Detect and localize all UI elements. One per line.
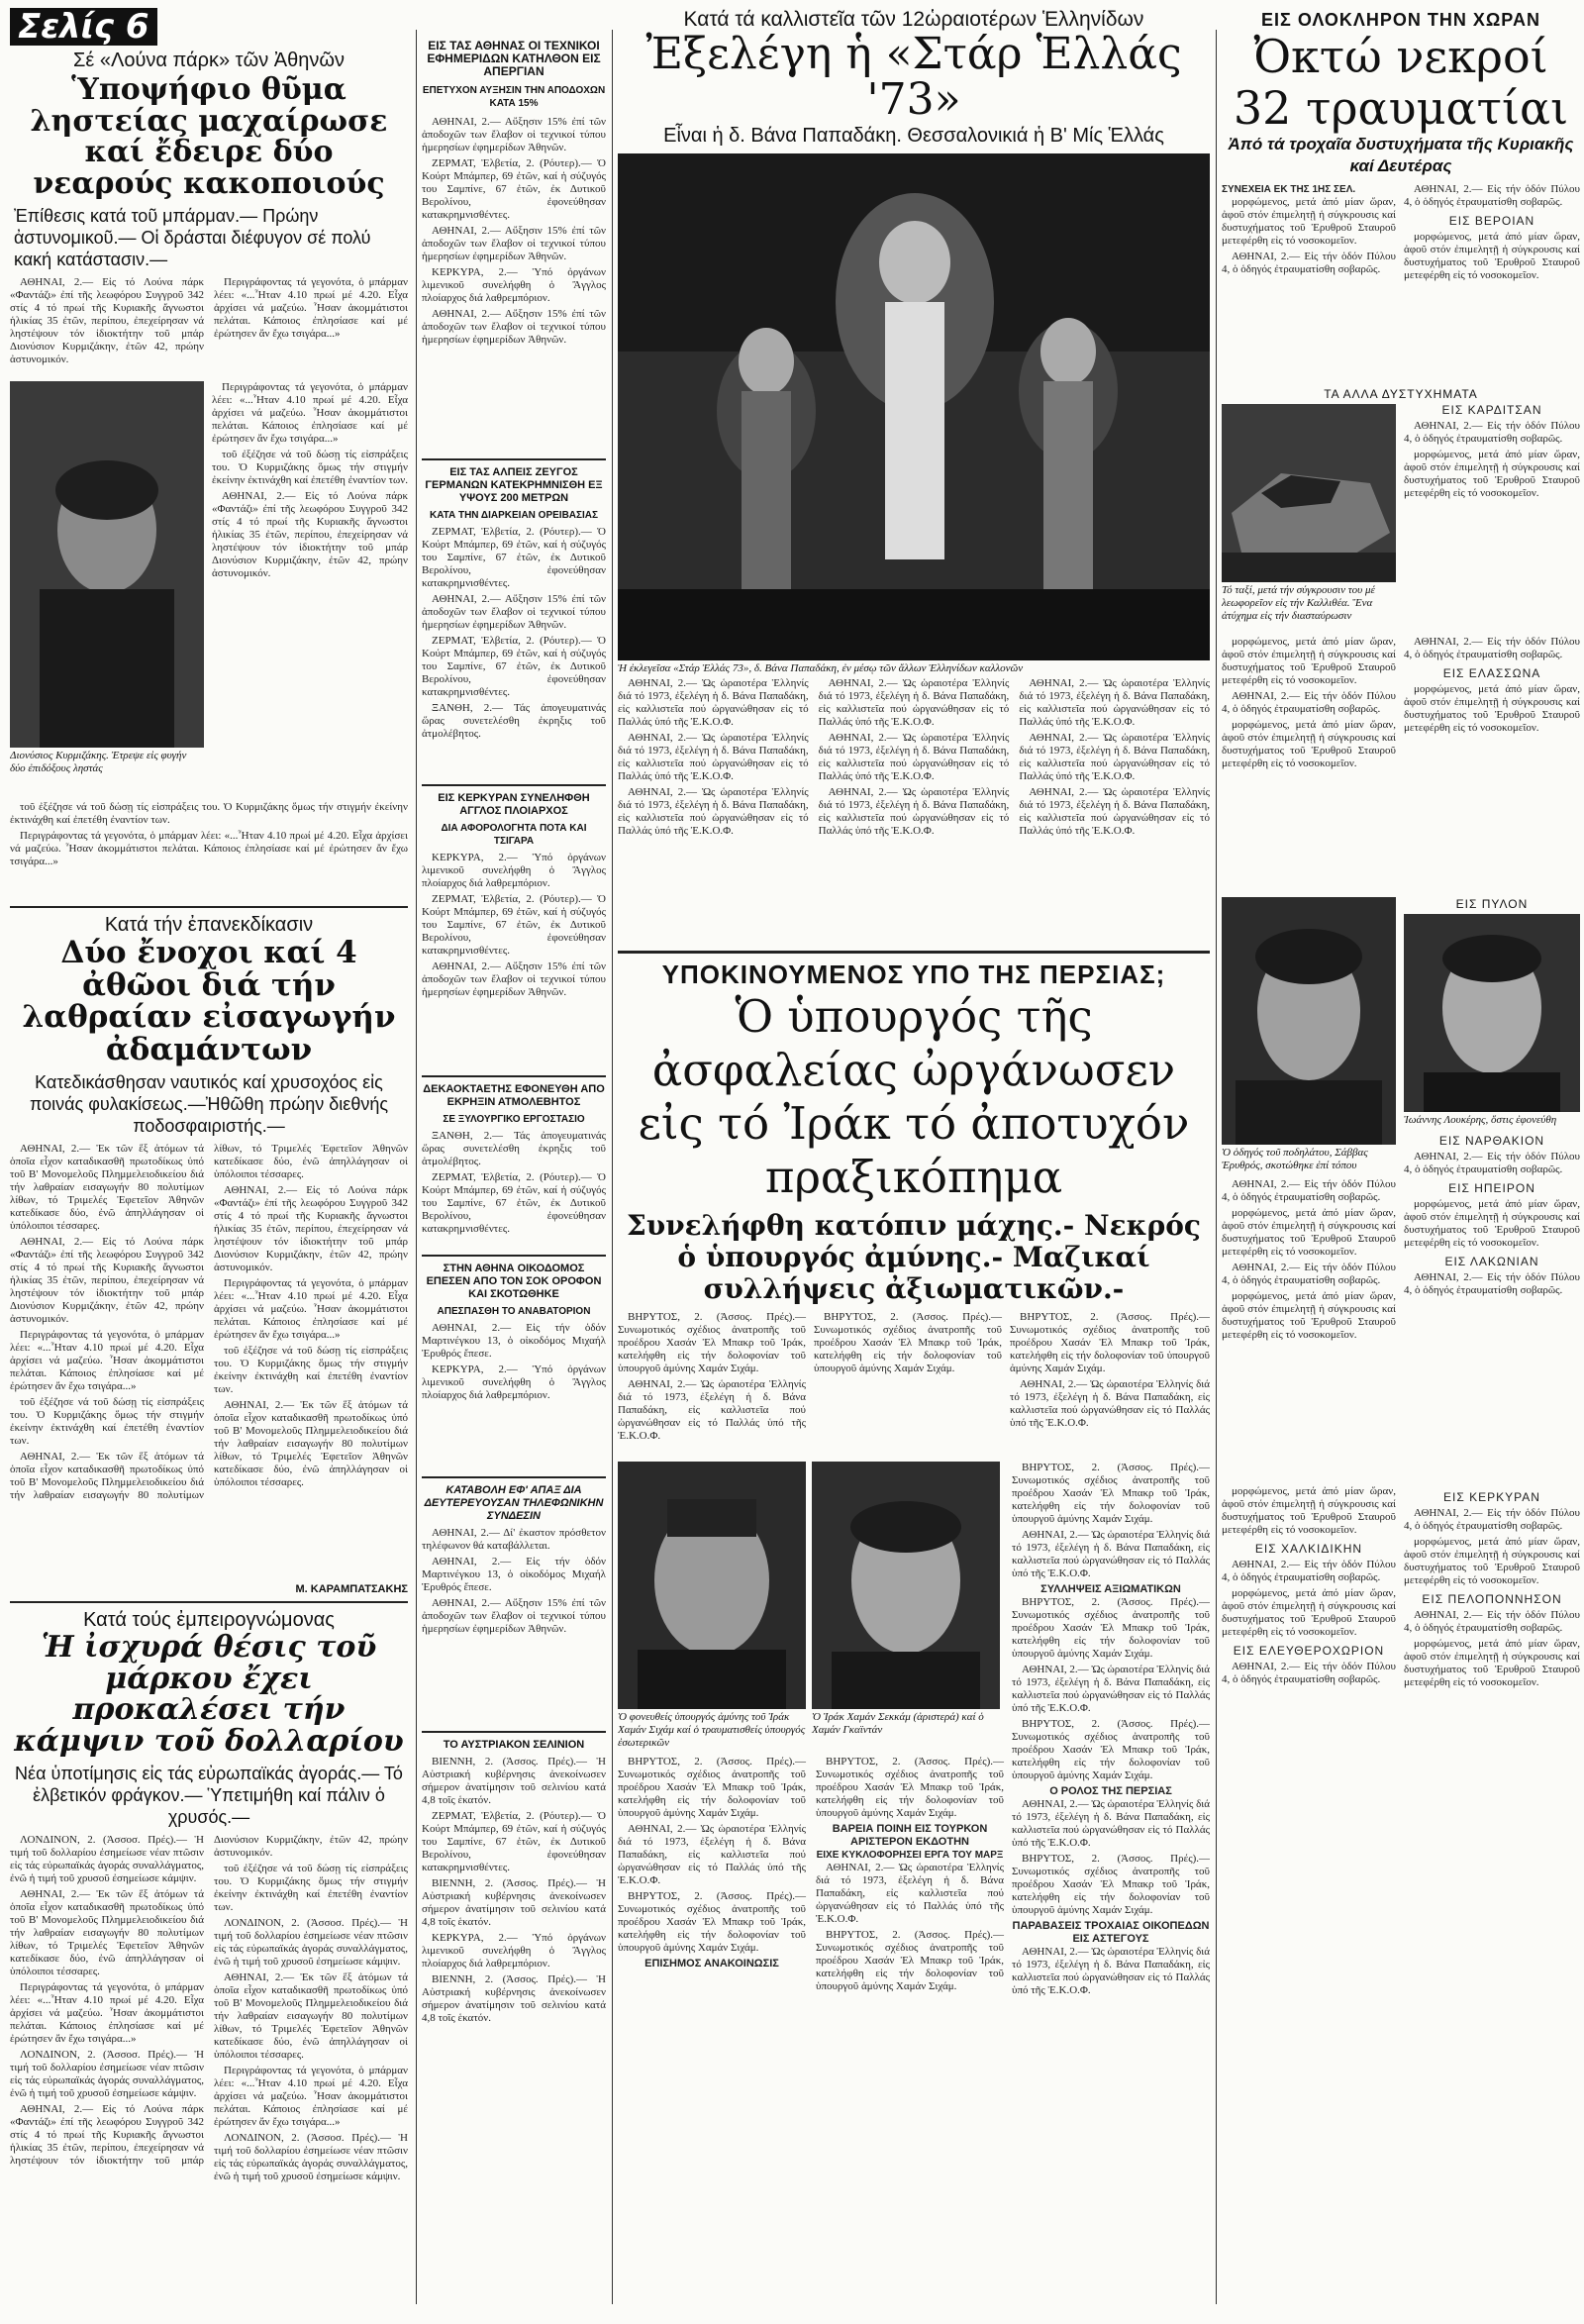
headline: Ἡ ἰσχυρά θέσις τοῦ μάρκου ἔχει προκαλέσει τήν κάμψιν τοῦ δολλαρίου — [14, 1630, 404, 1759]
column-divider — [416, 30, 417, 2304]
photo-caption: Ὁ Ἰράκ Χαμάν Σεκκάμ (ἀριστερά) καί ὁ Χαμάν Γκαϊντάν — [812, 1711, 984, 1737]
article-body: ΕΙΣ ΚΑΡΔΙΤΣΑΝ ΑΘΗΝΑΙ, 2.— Εἰς τήν ὁδόν Πύλου 4, ὁ ὁδηγός ἐτραυματίσθη σοβαρῶς. μορφώμενος, μετά ἀπό μίαν ὥραν, ἀφοῦ στόν ἐπιμελητῇ ἡ σύγκρουσις καί δυστυχήματος τοῦ Ἐρυθροῦ Σταυροῦ μετεφέρθη εἰς τό νοσοκομεῖον. — [1404, 403, 1580, 499]
article-body: Περιγράφοντας τά γεγονότα, ὁ μπάρμαν λέει: «...Ἦταν 4.10 πρωί μέ 4.20. Εἶχα ἀρχίσει νά μαζεύω. Ἦσαν ἀκομμάτιστοι πελάται. Κάποιος ἐπλησίασε καί μέ ἐρώτησεν ἄν ἔχω τσιγάρα...» τοῦ ἐξέζησε νά τοῦ δώσῃ τίς εἰσπράξεις του. Ὁ Κυρμιζάκης ὅμως τήν στιγμήν ἐκείνην ἐκτινάχθη καί ἐπετέθη ἐναντίον των. ΑΘΗΝΑΙ, 2.— Εἰς τό Λούνα πάρκ «Φαντάζι» ἐπί τῆς λεωφόρου Συγγροῦ 342 στίς 4 τό πρωί τῆς Κυριακῆς ἄγνωστοι ἡλικίας 35 ἐτῶν, περίπου, ἐπεχείρησαν νά ληστέψουν τόν ἰδιοκτήτην τοῦ μπάρ Διονύσιον Κυρμιζάκην, ἐτῶν 42, πρώην ἀστυνομικόν. — [212, 381, 408, 579]
photo-pageant — [618, 153, 1210, 660]
section-head: ΣΤΗΝ ΑΘΗΝΑ ΟΙΚΟΔΟΜΟΣ ΕΠΕΣΕΝ ΑΠΟ ΤΟΝ ΣΟΚ ΟΡΟΦΟΝ ΚΑΙ ΣΚΟΤΩΘΗΚΕ — [426, 1263, 602, 1300]
article-body: ΒΗΡΥΤΟΣ, 2. (Ἀσσος. Πρές).— Συνωμοτικός σχέδιος ἀνατροπῆς τοῦ προέδρου Χασάν Ἐλ Μπακρ τοῦ Ἰράκ, κατελήφθη εἰς τήν δολοφονίαν τοῦ ὑπουργοῦ ἀμύνης Χαμάν Σιχάμ. ΑΘΗΝΑΙ, 2.— Ὡς ὡραιοτέρα Ἑλληνίς διά τό 1973, ἐξελέγη ἡ δ. Βάνα Παπαδάκη, εἰς καλλιστεῖα πού ὠργανώθησαν εἰς τό Παλλάς ὑπό τῆς Ἐ.Κ.Ο.Φ. — [1010, 1311, 1210, 1430]
headline: Δύο ἔνοχοι καί 4 ἀθῶοι διά τήν λαθραίαν εἰσαγωγήν ἀδαμάντων — [22, 935, 396, 1067]
article-body: ΕΙΣ ΚΕΡΚΥΡΑΝ ΑΘΗΝΑΙ, 2.— Εἰς τήν ὁδόν Πύλου 4, ὁ ὁδηγός ἐτραυματίσθη σοβαρῶς. μορφώμενος, μετά ἀπό μίαν ὥραν, ἀφοῦ στόν ἐπιμελητῇ ἡ σύγκρουσις καί δυστυχήματος τοῦ Ἐρυθροῦ Σταυροῦ μετεφέρθη εἰς τό νοσοκομεῖον. ΕΙΣ ΠΕΛΟΠΟΝΝΗΣΟΝ ΑΘΗΝΑΙ, 2.— Εἰς τήν ὁδόν Πύλου 4, ὁ ὁδηγός ἐτραυματίσθη σοβαρῶς. μορφώμενος, μετά ἀπό μίαν ὥραν, ἀφοῦ στόν ἐπιμελητῇ ἡ σύγκρουσις καί δυστυχήματος τοῦ Ἐρυθροῦ Σταυροῦ μετεφέρθη εἰς τό νοσοκομεῖον. — [1404, 1490, 1580, 1688]
photo-bartender — [10, 381, 204, 748]
left-column — [10, 0, 408, 2324]
column-divider — [612, 30, 613, 2304]
kicker: ΕΙΣ ΟΛΟΚΛΗΡΟΝ ΤΗΝ ΧΩΡΑΝ — [1261, 10, 1540, 30]
section-head: ΕΙΣ ΤΑΣ ΑΘΗΝΑΣ ΟΙ ΤΕΧΝΙΚΟΙ ΕΦΗΜΕΡΙΔΩΝ ΚΑΤΗΛΘΟΝ ΕΙΣ ΑΠΕΡΓΙΑΝ — [427, 39, 601, 78]
divider — [422, 1075, 606, 1077]
article-body: ΑΘΗΝΑΙ, 2.— Εἰς τό Λούνα πάρκ «Φαντάζι» ἐπί τῆς λεωφόρου Συγγροῦ 342 στίς 4 τό πρωί τῆς Κυριακῆς ἄγνωστοι ἡλικίας 35 ἐτῶν, περίπου, ἐπεχείρησαν νά ληστέψουν τόν ἰδιοκτήτην τοῦ μπάρ Διονύσιον Κυρμιζάκην, ἐτῶν 42, πρώην ἀστυνομικόν. Περιγράφοντας τά γεγονότα, ὁ μπάρμαν λέει: «...Ἦταν 4.10 πρωί μέ 4.20. Εἶχα ἀρχίσει νά μαζεύω. Ἦσαν ἀκομμάτιστοι πελάται. Κάποιος ἐπλησίασε καί μέ ἐρώτησεν ἄν ἔχω τσιγάρα...» — [10, 276, 408, 365]
portrait-figure — [618, 1462, 806, 1709]
article-body: ΒΙΕΝΝΗ, 2. (Ἀσσος. Πρές).— Ἡ Αὐστριακή κυβέρνησις ἀνεκοίνωσεν σήμερον ἀνατίμησιν τοῦ σελινίου κατά 4,8 τοῖς ἑκατόν. ΖΕΡΜΑΤ, Ἐλβετία, 2. (Ρόυτερ).— Ὁ Κούρτ Μπάμπερ, 69 ἐτῶν, καί ἡ σύζυγός του Σαμπίνε, 67 ἐτῶν, ἐκ Δυτικοῦ Βερολίνου, ἐφονεύθησαν κατακρημνισθέντες. ΒΙΕΝΝΗ, 2. (Ἀσσος. Πρές).— Ἡ Αὐστριακή κυβέρνησις ἀνεκοίνωσεν σήμερον ἀνατίμησιν τοῦ σελινίου κατά 4,8 τοῖς ἑκατόν. ΚΕΡΚΥΡΑ, 2.— Ὑπό ὀργάνων λιμενικοῦ συνελήφθη ὁ Ἄγγλος πλοίαρχος διά λαθρεμπόριον. ΒΙΕΝΝΗ, 2. (Ἀσσος. Πρές).— Ἡ Αὐστριακή κυβέρνησις ἀνεκοίνωσεν σήμερον ἀνατίμησιν τοῦ σελινίου κατά 4,8 τοῖς ἑκατόν. — [422, 1756, 606, 2024]
divider — [422, 1476, 606, 1478]
photo-caption: Ἡ ἐκλεγεῖσα «Στάρ Ἑλλάς 73», δ. Βάνα Παπαδάκη, ἐν μέσῳ τῶν ἄλλων Ἑλληνίδων καλλονῶν — [618, 662, 1024, 675]
divider — [422, 1255, 606, 1257]
section-head: ΕΙΣ ΤΑΣ ΑΛΠΕΙΣ ΖΕΥΓΟΣ ΓΕΡΜΑΝΩΝ ΚΑΤΕΚΡΗΜΝΙΣΘΗ ΕΞ ΥΨΟΥΣ 200 ΜΕΤΡΩΝ — [425, 466, 603, 504]
article-body: τοῦ ἐξέζησε νά τοῦ δώσῃ τίς εἰσπράξεις του. Ὁ Κυρμιζάκης ὅμως τήν στιγμήν ἐκείνην ἐκτινάχθη καί ἐπετέθη ἐναντίον των. Περιγράφοντας τά γεγονότα, ὁ μπάρμαν λέει: «...Ἦταν 4.10 πρωί μέ 4.20. Εἶχα ἀρχίσει νά μαζεύω. Ἦσαν ἀκομμάτιστοι πελάται. Κάποιος ἐπλησίασε καί μέ ἐρώτησεν ἄν ἔχω τσιγάρα...» — [10, 801, 408, 867]
section-head: ΤΟ ΑΥΣΤΡΙΑΚΟΝ ΣΕΛΙΝΙΟΝ — [443, 1739, 585, 1751]
pageant-photo-graphic — [618, 153, 1210, 660]
section-head: ΤΑ ΑΛΛΑ ΔΥΣΤΥΧΗΜΑΤΑ — [1324, 387, 1478, 401]
section-subhead: ΔΙΑ ΑΦΟΡΟΛΟΓΗΤΑ ΠΟΤΑ ΚΑΙ ΤΣΙΓΑΡΑ — [441, 823, 587, 847]
article-body: ΒΗΡΥΤΟΣ, 2. (Ἀσσος. Πρές).— Συνωμοτικός σχέδιος ἀνατροπῆς τοῦ προέδρου Χασάν Ἐλ Μπακρ τοῦ Ἰράκ, κατελήφθη εἰς τήν δολοφονίαν τοῦ ὑπουργοῦ ἀμύνης Χαμάν Σιχάμ. — [814, 1311, 1002, 1375]
article-body: ΑΘΗΝΑΙ, 2.— Ὡς ὡραιοτέρα Ἑλληνίς διά τό 1973, ἐξελέγη ἡ δ. Βάνα Παπαδάκη, εἰς καλλιστεῖα πού ὠργανώθησαν εἰς τό Παλλάς ὑπό τῆς Ἐ.Κ.Ο.Φ. ΑΘΗΝΑΙ, 2.— Ὡς ὡραιοτέρα Ἑλληνίς διά τό 1973, ἐξελέγη ἡ δ. Βάνα Παπαδάκη, εἰς καλλιστεῖα πού ὠργανώθησαν εἰς τό Παλλάς ὑπό τῆς Ἐ.Κ.Ο.Φ. ΑΘΗΝΑΙ, 2.— Ὡς ὡραιοτέρα Ἑλληνίς διά τό 1973, ἐξελέγη ἡ δ. Βάνα Παπαδάκη, εἰς καλλιστεῖα πού ὠργανώθησαν εἰς τό Παλλάς ὑπό τῆς Ἐ.Κ.Ο.Φ. ΑΘΗΝΑΙ, 2.— Ὡς ὡραιοτέρα Ἑλληνίς διά τό 1973, ἐξελέγη ἡ δ. Βάνα Παπαδάκη, εἰς καλλιστεῖα πού ὠργανώθησαν εἰς τό Παλλάς ὑπό τῆς Ἐ.Κ.Ο.Φ. ΑΘΗΝΑΙ, 2.— Ὡς ὡραιοτέρα Ἑλληνίς διά τό 1973, ἐξελέγη ἡ δ. Βάνα Παπαδάκη, εἰς καλλιστεῖα πού ὠργανώθησαν εἰς τό Παλλάς ὑπό τῆς Ἐ.Κ.Ο.Φ. ΑΘΗΝΑΙ, 2.— Ὡς ὡραιοτέρα Ἑλληνίς διά τό 1973, ἐξελέγη ἡ δ. Βάνα Παπαδάκη, εἰς καλλιστεῖα πού ὠργανώθησαν εἰς τό Παλλάς ὑπό τῆς Ἐ.Κ.Ο.Φ. ΑΘΗΝΑΙ, 2.— Ὡς ὡραιοτέρα Ἑλληνίς διά τό 1973, ἐξελέγη ἡ δ. Βάνα Παπαδάκη, εἰς καλλιστεῖα πού ὠργανώθησαν εἰς τό Παλλάς ὑπό τῆς Ἐ.Κ.Ο.Φ. ΑΘΗΝΑΙ, 2.— Ὡς ὡραιοτέρα Ἑλληνίς διά τό 1973, ἐξελέγη ἡ δ. Βάνα Παπαδάκη, εἰς καλλιστεῖα πού ὠργανώθησαν εἰς τό Παλλάς ὑπό τῆς Ἐ.Κ.Ο.Φ. ΑΘΗΝΑΙ, 2.— Ὡς ὡραιοτέρα Ἑλληνίς διά τό 1973, ἐξελέγη ἡ δ. Βάνα Παπαδάκη, εἰς καλλιστεῖα πού ὠργανώθησαν εἰς τό Παλλάς ὑπό τῆς Ἐ.Κ.Ο.Φ. — [618, 677, 1210, 838]
article-body: ΒΗΡΥΤΟΣ, 2. (Ἀσσος. Πρές).— Συνωμοτικός σχέδιος ἀνατροπῆς τοῦ προέδρου Χασάν Ἐλ Μπακρ τοῦ Ἰράκ, κατελήφθη εἰς τήν δολοφονίαν τοῦ ὑπουργοῦ ἀμύνης Χαμάν Σιχάμ. ΑΘΗΝΑΙ, 2.— Ὡς ὡραιοτέρα Ἑλληνίς διά τό 1973, ἐξελέγη ἡ δ. Βάνα Παπαδάκη, εἰς καλλιστεῖα πού ὠργανώθησαν εἰς τό Παλλάς ὑπό τῆς Ἐ.Κ.Ο.Φ. ΒΗΡΥΤΟΣ, 2. (Ἀσσος. Πρές).— Συνωμοτικός σχέδιος ἀνατροπῆς τοῦ προέδρου Χασάν Ἐλ Μπακρ τοῦ Ἰράκ, κατελήφθη εἰς τήν δολοφονίαν τοῦ ὑπουργοῦ ἀμύνης Χαμάν Σιχάμ. ΕΠΙΣΗΜΟΣ ΑΝΑΚΟΙΝΩΣΙΣ ΒΗΡΥΤΟΣ, 2. (Ἀσσος. Πρές).— Συνωμοτικός σχέδιος ἀνατροπῆς τοῦ προέδρου Χασάν Ἐλ Μπακρ τοῦ Ἰράκ, κατελήφθη εἰς τήν δολοφονίαν τοῦ ὑπουργοῦ ἀμύνης Χαμάν Σιχάμ. ΒΑΡΕΙΑ ΠΟΙΝΗ ΕΙΣ ΤΟΥΡΚΟΝ ΑΡΙΣΤΕΡΟΝ ΕΚΔΟΤΗΝ ΕΙΧΕ ΚΥΚΛΟΦΟΡΗΣΕΙ ΕΡΓΑ ΤΟΥ ΜΑΡΞ ΑΘΗΝΑΙ, 2.— Ὡς ὡραιοτέρα Ἑλληνίς διά τό 1973, ἐξελέγη ἡ δ. Βάνα Παπαδάκη, εἰς καλλιστεῖα πού ὠργανώθησαν εἰς τό Παλλάς ὑπό τῆς Ἐ.Κ.Ο.Φ. ΒΗΡΥΤΟΣ, 2. (Ἀσσος. Πρές).— Συνωμοτικός σχέδιος ἀνατροπῆς τοῦ προέδρου Χασάν Ἐλ Μπακρ τοῦ Ἰράκ, κατελήφθη εἰς τήν δολοφονίαν τοῦ ὑπουργοῦ ἀμύνης Χαμάν Σιχάμ. — [618, 1756, 1004, 1993]
kicker: Κατά τά καλλιστεῖα τῶν 12ὡραιοτέρων Ἑλληνίδων — [683, 8, 1144, 31]
article-body: ΚΕΡΚΥΡΑ, 2.— Ὑπό ὀργάνων λιμενικοῦ συνελήφθη ὁ Ἄγγλος πλοίαρχος διά λαθρεμπόριον. ΖΕΡΜΑΤ, Ἐλβετία, 2. (Ρόυτερ).— Ὁ Κούρτ Μπάμπερ, 69 ἐτῶν, καί ἡ σύζυγός του Σαμπίνε, 67 ἐτῶν, ἐκ Δυτικοῦ Βερολίνου, ἐφονεύθησαν κατακρημνισθέντες. ΑΘΗΝΑΙ, 2.— Αὔξησιν 15% ἐπί τῶν ἀποδοχῶν των ἔλαβον οἱ τεχνικοί τύπου ἡμερησίων ἐφημερίδων Ἀθηνῶν. — [422, 852, 606, 998]
narrow-column — [422, 0, 606, 2324]
article-body: ΑΘΗΝΑΙ, 2.— Δί' ἐκαστον πρόσθετον τηλέφωνον θά καταβάλλεται. ΑΘΗΝΑΙ, 2.— Εἰς τήν ὁδόν Μαρτινέγκου 13, ὁ οἰκοδόμος Μιχαήλ Ἐρυθρός ἔπεσε. ΑΘΗΝΑΙ, 2.— Αὔξησιν 15% ἐπί τῶν ἀποδοχῶν των ἔλαβον οἱ τεχνικοί τύπου ἡμερησίων ἐφημερίδων Ἀθηνῶν. — [422, 1527, 606, 1635]
article-body: ΖΕΡΜΑΤ, Ἐλβετία, 2. (Ρόυτερ).— Ὁ Κούρτ Μπάμπερ, 69 ἐτῶν, καί ἡ σύζυγός του Σαμπίνε, 67 ἐτῶν, ἐκ Δυτικοῦ Βερολίνου, ἐφονεύθησαν κατακρημνισθέντες. ΑΘΗΝΑΙ, 2.— Αὔξησιν 15% ἐπί τῶν ἀποδοχῶν των ἔλαβον οἱ τεχνικοί τύπου ἡμερησίων ἐφημερίδων Ἀθηνῶν. ΖΕΡΜΑΤ, Ἐλβετία, 2. (Ρόυτερ).— Ὁ Κούρτ Μπάμπερ, 69 ἐτῶν, καί ἡ σύζυγός του Σαμπίνε, 67 ἐτῶν, ἐκ Δυτικοῦ Βερολίνου, ἐφονεύθησαν κατακρημνισθέντες. ΞΑΝΘΗ, 2.— Τάς ἀπογευματινάς ὥρας συνετελέσθη ἐκρηξις τοῦ ἀτμολέβητος. — [422, 526, 606, 740]
photo-caption: Ὁ ὁδηγός τοῦ ποδηλάτου, Σάββας Ἐρυθρός, σκοτώθηκε ἐπί τόπου — [1222, 1147, 1368, 1171]
headline: Ὀκτώ νεκροί 32 τραυματίαι — [1233, 30, 1569, 135]
article-body: ΕΙΣ ΝΑΡΘΑΚΙΟΝ ΑΘΗΝΑΙ, 2.— Εἰς τήν ὁδόν Πύλου 4, ὁ ὁδηγός ἐτραυματίσθη σοβαρῶς. ΕΙΣ ΗΠΕΙΡΟΝ μορφώμενος, μετά ἀπό μίαν ὥραν, ἀφοῦ στόν ἐπιμελητῇ ἡ σύγκρουσις καί δυστυχήματος τοῦ Ἐρυθροῦ Σταυροῦ μετεφέρθη εἰς τό νοσοκομεῖον. ΕΙΣ ΛΑΚΩΝΙΑΝ ΑΘΗΝΑΙ, 2.— Εἰς τήν ὁδόν Πύλου 4, ὁ ὁδηγός ἐτραυματίσθη σοβαρῶς. — [1404, 1134, 1580, 1296]
photo-caption: Τό ταξί, μετά τήν σύγκρουσιν του μέ λεωφορεῖον εἰς τήν Καλλιθέα. Ἕνα ἀτύχημα εἰς τήν διασταύρωσιν — [1222, 584, 1375, 622]
headline: Ὁ ὑπουργός τῆς ἀσφαλείας ὠργάνωσεν εἰς τό Ἰράκ τό ἀποτυχόν πραξικόπημα — [638, 990, 1190, 1204]
portrait-figure — [10, 381, 204, 748]
headline: Ἐξελέγη ἡ «Στάρ Ἑλλάς '73» — [645, 29, 1182, 126]
photo-caption: Ὁ φονευθείς ὑπουργός ἀμύνης τοῦ Ἰράκ Χαμάν Σιχάμ καί ὁ τραυματισθείς ὑπουργός ἐσωτερικῶν — [618, 1711, 806, 1750]
kicker: Σέ «Λούνα πάρκ» τῶν Ἀθηνῶν — [73, 50, 345, 71]
divider — [422, 784, 606, 786]
article-body: ΑΘΗΝΑΙ, 2.— Εἰς τήν ὁδόν Μαρτινέγκου 13, ὁ οἰκοδόμος Μιχαήλ Ἐρυθρός ἔπεσε. ΚΕΡΚΥΡΑ, 2.— Ὑπό ὀργάνων λιμενικοῦ συνελήφθη ὁ Ἄγγλος πλοίαρχος διά λαθρεμπόριον. — [422, 1322, 606, 1401]
deck: Νέα ὑποτίμησις εἰς τάς εὐρωπαϊκάς ἀγοράς.— Τό ἐλβετικόν φράγκον.— Ὑπετιμήθη καί πάλιν ὁ χρυσός.— — [15, 1764, 403, 1828]
portrait-figure — [1404, 914, 1580, 1112]
photo-caption: Διονύσιος Κυρμιζάκης. Ἐτρεψε εἰς φυγήν δύο ἐπιδόξους ληστάς — [10, 750, 187, 774]
deck: Συνελήφθη κατόπιν μάχης.- Νεκρός ὁ ὑπουργός ἀμύνης.- Μαζικαί συλλήψεις ἀξιωματικῶν.- — [627, 1209, 1201, 1306]
section-head: ΚΑΤΑΒΟΛΗ ΕΦ' ΑΠΑΞ ΔΙΑ ΔΕΥΤΕΡΕΥΟΥΣΑΝ ΤΗΛΕΦΩΝΙΚΗΝ ΣΥΝΔΕΣΙΝ — [424, 1484, 604, 1522]
section-head: ΕΙΣ ΠΥΛΟΝ — [1455, 897, 1529, 911]
photo-victim — [1404, 914, 1580, 1112]
portrait-figure — [812, 1462, 1000, 1709]
article-body: ΑΘΗΝΑΙ, 2.— Εἰς τήν ὁδόν Πύλου 4, ὁ ὁδηγός ἐτραυματίσθη σοβαρῶς. μορφώμενος, μετά ἀπό μίαν ὥραν, ἀφοῦ στόν ἐπιμελητῇ ἡ σύγκρουσις καί δυστυχήματος τοῦ Ἐρυθροῦ Σταυροῦ μετεφέρθη εἰς τό νοσοκομεῖον. ΑΘΗΝΑΙ, 2.— Εἰς τήν ὁδόν Πύλου 4, ὁ ὁδηγός ἐτραυματίσθη σοβαρῶς. μορφώμενος, μετά ἀπό μίαν ὥραν, ἀφοῦ στόν ἐπιμελητῇ ἡ σύγκρουσις καί δυστυχήματος τοῦ Ἐρυθροῦ Σταυροῦ μετεφέρθη εἰς τό νοσοκομεῖον. — [1222, 1178, 1396, 1341]
photo-minister-interior — [812, 1462, 1000, 1709]
kicker: Κατά τήν ἐπανεκδίκασιν — [104, 914, 314, 936]
divider — [422, 1731, 606, 1733]
article-body: ΑΘΗΝΑΙ, 2.— Ἐκ τῶν ἕξ ἀτόμων τά ὁποῖα εἶχον καταδικασθῆ πρωτοδίκως ὑπό τοῦ Β' Μονομελοῦς Πλημμελειοδικείου διά τήν λαθραίαν εισαγωγήν 80 πολυτίμων λίθων, τό Τριμελές Ἐφετεῖον Ἀθηνῶν κατεδίκασε δύο, ἐνῶ ἀπηλλάγησαν οἱ ὑπόλοιποι τέσσαρες. ΑΘΗΝΑΙ, 2.— Εἰς τό Λούνα πάρκ «Φαντάζι» ἐπί τῆς λεωφόρου Συγγροῦ 342 στίς 4 τό πρωί τῆς Κυριακῆς ἄγνωστοι ἡλικίας 35 ἐτῶν, περίπου, ἐπεχείρησαν νά ληστέψουν τόν ἰδιοκτήτην τοῦ μπάρ Διονύσιον Κυρμιζάκην, ἐτῶν 42, πρώην ἀστυνομικόν. Περιγράφοντας τά γεγονότα, ὁ μπάρμαν λέει: «...Ἦταν 4.10 πρωί μέ 4.20. Εἶχα ἀρχίσει νά μαζεύω. Ἦσαν ἀκομμάτιστοι πελάται. Κάποιος ἐπλησίασε καί μέ ἐρώτησεν ἄν ἔχω τσιγάρα...» τοῦ ἐξέζησε νά τοῦ δώσῃ τίς εἰσπράξεις του. Ὁ Κυρμιζάκης ὅμως τήν στιγμήν ἐκείνην ἐκτινάχθη καί ἐπετέθη ἐναντίον των. ΑΘΗΝΑΙ, 2.— Ἐκ τῶν ἕξ ἀτόμων τά ὁποῖα εἶχον καταδικασθῆ πρωτοδίκως ὑπό τοῦ Β' Μονομελοῦς Πλημμελειοδικείου διά τήν λαθραίαν εισαγωγήν 80 πολυτίμων λίθων, τό Τριμελές Ἐφετεῖον Ἀθηνῶν κατεδίκασε δύο, ἐνῶ ἀπηλλάγησαν οἱ ὑπόλοιποι τέσσαρες. ΑΘΗΝΑΙ, 2.— Εἰς τό Λούνα πάρκ «Φαντάζι» ἐπί τῆς λεωφόρου Συγγροῦ 342 στίς 4 τό πρωί τῆς Κυριακῆς ἄγνωστοι ἡλικίας 35 ἐτῶν, περίπου, ἐπεχείρησαν νά ληστέψουν τόν ἰδιοκτήτην τοῦ μπάρ Διονύσιον Κυρμιζάκην, ἐτῶν 42, πρώην ἀστυνομικόν. Περιγράφοντας τά γεγονότα, ὁ μπάρμαν λέει: «...Ἦταν 4.10 πρωί μέ 4.20. Εἶχα ἀρχίσει νά μαζεύω. Ἦσαν ἀκομμάτιστοι πελάται. Κάποιος ἐπλησίασε καί μέ ἐρώτησεν ἄν ἔχω τσιγάρα...» τοῦ ἐξέζησε νά τοῦ δώσῃ τίς εἰσπράξεις του. Ὁ Κυρμιζάκης ὅμως τήν στιγμήν ἐκείνην ἐκτινάχθη καί ἐπετέθη ἐναντίον των. ΑΘΗΝΑΙ, 2.— Ἐκ τῶν ἕξ ἀτόμων τά ὁποῖα εἶχον καταδικασθῆ πρωτοδίκως ὑπό τοῦ Β' Μονομελοῦς Πλημμελειοδικείου διά τήν λαθραίαν εισαγωγήν 80 πολυτίμων λίθων, τό Τριμελές Ἐφετεῖον Ἀθηνῶν κατεδίκασε δύο, ἐνῶ ἀπηλλάγησαν οἱ ὑπόλοιποι τέσσαρες. — [10, 1143, 408, 1502]
article-body: ΒΗΡΥΤΟΣ, 2. (Ἀσσος. Πρές).— Συνωμοτικός σχέδιος ἀνατροπῆς τοῦ προέδρου Χασάν Ἐλ Μπακρ τοῦ Ἰράκ, κατελήφθη εἰς τήν δολοφονίαν τοῦ ὑπουργοῦ ἀμύνης Χαμάν Σιχάμ. ΑΘΗΝΑΙ, 2.— Ὡς ὡραιοτέρα Ἑλληνίς διά τό 1973, ἐξελέγη ἡ δ. Βάνα Παπαδάκη, εἰς καλλιστεῖα πού ὠργανώθησαν εἰς τό Παλλάς ὑπό τῆς Ἐ.Κ.Ο.Φ. ΣΥΛΛΗΨΕΙΣ ΑΞΙΩΜΑΤΙΚΩΝ ΒΗΡΥΤΟΣ, 2. (Ἀσσος. Πρές).— Συνωμοτικός σχέδιος ἀνατροπῆς τοῦ προέδρου Χασάν Ἐλ Μπακρ τοῦ Ἰράκ, κατελήφθη εἰς τήν δολοφονίαν τοῦ ὑπουργοῦ ἀμύνης Χαμάν Σιχάμ. ΑΘΗΝΑΙ, 2.— Ὡς ὡραιοτέρα Ἑλληνίς διά τό 1973, ἐξελέγη ἡ δ. Βάνα Παπαδάκη, εἰς καλλιστεῖα πού ὠργανώθησαν εἰς τό Παλλάς ὑπό τῆς Ἐ.Κ.Ο.Φ. ΒΗΡΥΤΟΣ, 2. (Ἀσσος. Πρές).— Συνωμοτικός σχέδιος ἀνατροπῆς τοῦ προέδρου Χασάν Ἐλ Μπακρ τοῦ Ἰράκ, κατελήφθη εἰς τήν δολοφονίαν τοῦ ὑπουργοῦ ἀμύνης Χαμάν Σιχάμ. Ο ΡΟΛΟΣ ΤΗΣ ΠΕΡΣΙΑΣ ΑΘΗΝΑΙ, 2.— Ὡς ὡραιοτέρα Ἑλληνίς διά τό 1973, ἐξελέγη ἡ δ. Βάνα Παπαδάκη, εἰς καλλιστεῖα πού ὠργανώθησαν εἰς τό Παλλάς ὑπό τῆς Ἐ.Κ.Ο.Φ. ΒΗΡΥΤΟΣ, 2. (Ἀσσος. Πρές).— Συνωμοτικός σχέδιος ἀνατροπῆς τοῦ προέδρου Χασάν Ἐλ Μπακρ τοῦ Ἰράκ, κατελήφθη εἰς τήν δολοφονίαν τοῦ ὑπουργοῦ ἀμύνης Χαμάν Σιχάμ. ΠΑΡΑΒΑΣΕΙΣ ΤΡΟΧΑΙΑΣ ΟΙΚΟΠΕΔΩΝ ΕΙΣ ΑΣΤΕΓΟΥΣ ΑΘΗΝΑΙ, 2.— Ὡς ὡραιοτέρα Ἑλληνίς διά τό 1973, ἐξελέγη ἡ δ. Βάνα Παπαδάκη, εἰς καλλιστεῖα πού ὠργανώθησαν εἰς τό Παλλάς ὑπό τῆς Ἐ.Κ.Ο.Φ. — [1012, 1462, 1210, 1997]
center-column — [618, 0, 1210, 2324]
article-body: μορφώμενος, μετά ἀπό μίαν ὥραν, ἀφοῦ στόν ἐπιμελητῇ ἡ σύγκρουσις καί δυστυχήματος τοῦ Ἐρυθροῦ Σταυροῦ μετεφέρθη εἰς τό νοσοκομεῖον. ΕΙΣ ΧΑΛΚΙΔΙΚΗΝ ΑΘΗΝΑΙ, 2.— Εἰς τήν ὁδόν Πύλου 4, ὁ ὁδηγός ἐτραυματίσθη σοβαρῶς. μορφώμενος, μετά ἀπό μίαν ὥραν, ἀφοῦ στόν ἐπιμελητῇ ἡ σύγκρουσις καί δυστυχήματος τοῦ Ἐρυθροῦ Σταυροῦ μετεφέρθη εἰς τό νοσοκομεῖον. ΕΙΣ ΕΛΕΥΘΕΡΟΧΩΡΙΟΝ ΑΘΗΝΑΙ, 2.— Εἰς τήν ὁδόν Πύλου 4, ὁ ὁδηγός ἐτραυματίσθη σοβαρῶς. — [1222, 1485, 1396, 1685]
headline: Ὑποψήφιο θῦμα ληστείας μαχαίρωσε καί ἔδειρε δύο νεαρούς κακοποιούς — [30, 72, 388, 201]
article-body: ΛΟΝΔΙΝΟΝ, 2. (Ἀσσοσ. Πρές).— Ἡ τιμή τοῦ δολλαρίου ἐσημείωσε νέαν πτῶσιν εἰς τάς εὐρωπαϊκάς ἀγοράς συναλλάγματος, ἐνῶ ἡ τιμή τοῦ χρυσοῦ ἐσημείωσε κάμψιν. ΑΘΗΝΑΙ, 2.— Ἐκ τῶν ἕξ ἀτόμων τά ὁποῖα εἶχον καταδικασθῆ πρωτοδίκως ὑπό τοῦ Β' Μονομελοῦς Πλημμελειοδικείου διά τήν λαθραίαν εισαγωγήν 80 πολυτίμων λίθων, τό Τριμελές Ἐφετεῖον Ἀθηνῶν κατεδίκασε δύο, ἐνῶ ἀπηλλάγησαν οἱ ὑπόλοιποι τέσσαρες. Περιγράφοντας τά γεγονότα, ὁ μπάρμαν λέει: «...Ἦταν 4.10 πρωί μέ 4.20. Εἶχα ἀρχίσει νά μαζεύω. Ἦσαν ἀκομμάτιστοι πελάται. Κάποιος ἐπλησίασε καί μέ ἐρώτησεν ἄν ἔχω τσιγάρα...» ΛΟΝΔΙΝΟΝ, 2. (Ἀσσοσ. Πρές).— Ἡ τιμή τοῦ δολλαρίου ἐσημείωσε νέαν πτῶσιν εἰς τάς εὐρωπαϊκάς ἀγοράς συναλλάγματος, ἐνῶ ἡ τιμή τοῦ χρυσοῦ ἐσημείωσε κάμψιν. ΑΘΗΝΑΙ, 2.— Εἰς τό Λούνα πάρκ «Φαντάζι» ἐπί τῆς λεωφόρου Συγγροῦ 342 στίς 4 τό πρωί τῆς Κυριακῆς ἄγνωστοι ἡλικίας 35 ἐτῶν, περίπου, ἐπεχείρησαν νά ληστέψουν τόν ἰδιοκτήτην τοῦ μπάρ Διονύσιον Κυρμιζάκην, ἐτῶν 42, πρώην ἀστυνομικόν. τοῦ ἐξέζησε νά τοῦ δώσῃ τίς εἰσπράξεις του. Ὁ Κυρμιζάκης ὅμως τήν στιγμήν ἐκείνην ἐκτινάχθη καί ἐπετέθη ἐναντίον των. ΛΟΝΔΙΝΟΝ, 2. (Ἀσσοσ. Πρές).— Ἡ τιμή τοῦ δολλαρίου ἐσημείωσε νέαν πτῶσιν εἰς τάς εὐρωπαϊκάς ἀγοράς συναλλάγματος, ἐνῶ ἡ τιμή τοῦ χρυσοῦ ἐσημείωσε κάμψιν. ΑΘΗΝΑΙ, 2.— Ἐκ τῶν ἕξ ἀτόμων τά ὁποῖα εἶχον καταδικασθῆ πρωτοδίκως ὑπό τοῦ Β' Μονομελοῦς Πλημμελειοδικείου διά τήν λαθραίαν εισαγωγήν 80 πολυτίμων λίθων, τό Τριμελές Ἐφετεῖον Ἀθηνῶν κατεδίκασε δύο, ἐνῶ ἀπηλλάγησαν οἱ ὑπόλοιποι τέσσαρες. Περιγράφοντας τά γεγονότα, ὁ μπάρμαν λέει: «...Ἦταν 4.10 πρωί μέ 4.20. Εἶχα ἀρχίσει νά μαζεύω. Ἦσαν ἀκομμάτιστοι πελάται. Κάποιος ἐπλησίασε καί μέ ἐρώτησεν ἄν ἔχω τσιγάρα...» ΛΟΝΔΙΝΟΝ, 2. (Ἀσσοσ. Πρές).— Ἡ τιμή τοῦ δολλαρίου ἐσημείωσε νέαν πτῶσιν εἰς τάς εὐρωπαϊκάς ἀγοράς συναλλάγματος, ἐνῶ ἡ τιμή τοῦ χρυσοῦ ἐσημείωσε κάμψιν. — [10, 1834, 408, 2183]
photo-caption: Ἰωάννης Λουκέρης, ὅστις ἐφονεύθη — [1404, 1114, 1557, 1126]
article-body: μορφώμενος, μετά ἀπό μίαν ὥραν, ἀφοῦ στόν ἐπιμελητῇ ἡ σύγκρουσις καί δυστυχήματος τοῦ Ἐρυθροῦ Σταυροῦ μετεφέρθη εἰς τό νοσοκομεῖον. ΑΘΗΝΑΙ, 2.— Εἰς τήν ὁδόν Πύλου 4, ὁ ὁδηγός ἐτραυματίσθη σοβαρῶς. μορφώμενος, μετά ἀπό μίαν ὥραν, ἀφοῦ στόν ἐπιμελητῇ ἡ σύγκρουσις καί δυστυχήματος τοῦ Ἐρυθροῦ Σταυροῦ μετεφέρθη εἰς τό νοσοκομεῖον. — [1222, 636, 1396, 769]
deck: Εἶναι ἡ δ. Βάνα Παπαδάκη. Θεσσαλονικιά ἡ Β' Μίς Ἑλλάς — [663, 125, 1164, 148]
article-body: ΒΗΡΥΤΟΣ, 2. (Ἀσσος. Πρές).— Συνωμοτικός σχέδιος ἀνατροπῆς τοῦ προέδρου Χασάν Ἐλ Μπακρ τοῦ Ἰράκ, κατελήφθη εἰς τήν δολοφονίαν τοῦ ὑπουργοῦ ἀμύνης Χαμάν Σιχάμ. ΑΘΗΝΑΙ, 2.— Ὡς ὡραιοτέρα Ἑλληνίς διά τό 1973, ἐξελέγη ἡ δ. Βάνα Παπαδάκη, εἰς καλλιστεῖα πού ὠργανώθησαν εἰς τό Παλλάς ὑπό τῆς Ἐ.Κ.Ο.Φ. — [618, 1311, 806, 1443]
section-head: ΕΙΣ ΚΕΡΚΥΡΑΝ ΣΥΝΕΛΗΦΘΗ ΑΓΓΛΟΣ ΠΛΟΙΑΡΧΟΣ — [438, 792, 590, 817]
article-body: ΑΘΗΝΑΙ, 2.— Εἰς τήν ὁδόν Πύλου 4, ὁ ὁδηγός ἐτραυματίσθη σοβαρῶς. ΕΙΣ ΕΛΑΣΣΩΝΑ μορφώμενος, μετά ἀπό μίαν ὥραν, ἀφοῦ στόν ἐπιμελητῇ ἡ σύγκρουσις καί δυστυχήματος τοῦ Ἐρυθροῦ Σταυροῦ μετεφέρθη εἰς τό νοσοκομεῖον. — [1404, 636, 1580, 734]
divider — [10, 1601, 408, 1603]
divider — [422, 458, 606, 460]
photo-cyclist — [1222, 897, 1396, 1145]
photo-minister-defense — [618, 1462, 806, 1709]
deck: Ἀπό τά τροχαῖα δυστυχήματα τῆς Κυριακῆς καί Δευτέρας — [1228, 135, 1574, 175]
article-body: ΞΑΝΘΗ, 2.— Τάς ἀπογευματινάς ὥρας συνετελέσθη ἐκρηξις τοῦ ἀτμολέβητος. ΖΕΡΜΑΤ, Ἐλβετία, 2. (Ρόυτερ).— Ὁ Κούρτ Μπάμπερ, 69 ἐτῶν, καί ἡ σύζυγός του Σαμπίνε, 67 ἐτῶν, ἐκ Δυτικοῦ Βερολίνου, ἐφονεύθησαν κατακρημνισθέντες. — [422, 1130, 606, 1235]
byline: Μ. ΚΑΡΑΜΠΑΤΣΑΚΗΣ — [295, 1583, 408, 1596]
photo-crash — [1222, 404, 1396, 582]
section-subhead: ΕΠΕΤΥΧΟΝ ΑΥΞΗΣΙΝ ΤΗΝ ΑΠΟΔΟΧΩΝ ΚΑΤΑ 15% — [422, 85, 606, 109]
divider — [10, 906, 408, 908]
kicker: Κατά τούς ἐμπειρογνώμονας — [83, 1609, 335, 1632]
deck: Ἐπίθεσις κατά τοῦ μπάρμαν.— Πρώην ἀστυνομικοῦ.— Οἱ δράσται διέφυγον σέ πολύ κακή κατάστασιν.— — [14, 206, 371, 269]
section-subhead: ΣΕ ΞΥΛΟΥΡΓΙΚΟ ΕΡΓΟΣΤΑΣΙΟ — [443, 1114, 585, 1125]
crash-photo-graphic — [1222, 404, 1396, 582]
section-head: ΔΕΚΑΟΚΤΑΕΤΗΣ ΕΦΟΝΕΥΘΗ ΑΠΟ ΕΚΡΗΞΙΝ ΑΤΜΟΛΕΒΗΤΟΣ — [423, 1083, 605, 1108]
column-divider — [1216, 30, 1217, 2304]
section-subhead: ΚΑΤΑ ΤΗΝ ΔΙΑΡΚΕΙΑΝ ΟΡΕΙΒΑΣΙΑΣ — [429, 510, 599, 521]
article-body: ΑΘΗΝΑΙ, 2.— Εἰς τήν ὁδόν Πύλου 4, ὁ ὁδηγός ἐτραυματίσθη σοβαρῶς. ΕΙΣ ΒΕΡΟΙΑΝ μορφώμενος, μετά ἀπό μίαν ὥραν, ἀφοῦ στόν ἐπιμελητῇ ἡ σύγκρουσις καί δυστυχήματος τοῦ Ἐρυθροῦ Σταυροῦ μετεφέρθη εἰς τό νοσοκομεῖον. — [1404, 183, 1580, 281]
page-badge: Σελίς 6 — [10, 8, 408, 46]
article-body: ΣΥΝΕΧΕΙΑ ΕΚ ΤΗΣ 1ΗΣ ΣΕΛ. μορφώμενος, μετά ἀπό μίαν ὥραν, ἀφοῦ στόν ἐπιμελητῇ ἡ σύγκρουσις καί δυστυχήματος τοῦ Ἐρυθροῦ Σταυροῦ μετεφέρθη εἰς τό νοσοκομεῖον. ΑΘΗΝΑΙ, 2.— Εἰς τήν ὁδόν Πύλου 4, ὁ ὁδηγός ἐτραυματίσθη σοβαρῶς. — [1222, 184, 1396, 275]
article-body: ΑΘΗΝΑΙ, 2.— Αὔξησιν 15% ἐπί τῶν ἀποδοχῶν των ἔλαβον οἱ τεχνικοί τύπου ἡμερησίων ἐφημερίδων Ἀθηνῶν. ΖΕΡΜΑΤ, Ἐλβετία, 2. (Ρόυτερ).— Ὁ Κούρτ Μπάμπερ, 69 ἐτῶν, καί ἡ σύζυγός του Σαμπίνε, 67 ἐτῶν, ἐκ Δυτικοῦ Βερολίνου, ἐφονεύθησαν κατακρημνισθέντες. ΑΘΗΝΑΙ, 2.— Αὔξησιν 15% ἐπί τῶν ἀποδοχῶν των ἔλαβον οἱ τεχνικοί τύπου ἡμερησίων ἐφημερίδων Ἀθηνῶν. ΚΕΡΚΥΡΑ, 2.— Ὑπό ὀργάνων λιμενικοῦ συνελήφθη ὁ Ἄγγλος πλοίαρχος διά λαθρεμπόριον. ΑΘΗΝΑΙ, 2.— Αὔξησιν 15% ἐπί τῶν ἀποδοχῶν των ἔλαβον οἱ τεχνικοί τύπου ἡμερησίων ἐφημερίδων Ἀθηνῶν. — [422, 116, 606, 346]
portrait-figure — [1222, 897, 1396, 1145]
supra-head: ΥΠΟΚΙΝΟΥΜΕΝΟΣ ΥΠΟ ΤΗΣ ΠΕΡΣΙΑΣ; — [661, 960, 1166, 990]
deck: Κατεδικάσθησαν ναυτικός καί χρυσοχόος εἰς ποινάς φυλακίσεως.—Ἠθῶθη πρώην διεθνής ποδοσφαιριστής.— — [29, 1072, 389, 1137]
divider — [618, 951, 1210, 954]
right-column — [1222, 0, 1580, 2324]
section-subhead: ΑΠΕΣΠΑΣΘΗ ΤΟ ΑΝΑΒΑΤΟΡΙΟΝ — [437, 1306, 591, 1317]
